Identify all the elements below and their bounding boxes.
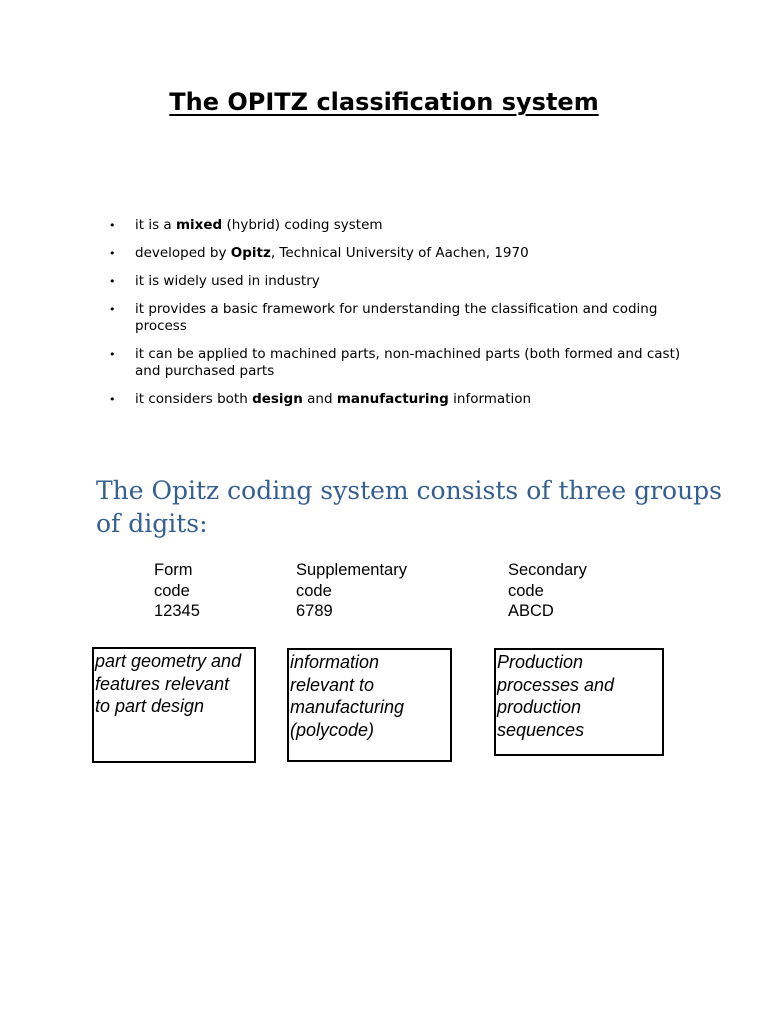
description-line: to part design xyxy=(95,696,205,716)
list-item-text xyxy=(135,273,320,289)
description-line: sequences xyxy=(497,719,585,740)
description-line: information xyxy=(290,652,380,672)
list-item xyxy=(107,301,687,335)
code-label-line: ABCD xyxy=(508,602,554,620)
code-label-line: 6789 xyxy=(296,602,333,620)
list-item-text xyxy=(135,391,531,407)
body-text: developed by xyxy=(135,245,231,261)
list-item xyxy=(107,245,687,262)
supplementary-code-description-box xyxy=(287,648,452,762)
description-line: production xyxy=(497,697,582,717)
body-text: it provides a basic framework for understanding the classification and coding process xyxy=(135,301,658,334)
body-text: it is a xyxy=(135,217,176,233)
list-item-text xyxy=(135,245,529,261)
list-item xyxy=(107,346,687,380)
secondary-code-description-box xyxy=(494,648,664,756)
body-text: , Technical University of Aachen, 1970 xyxy=(270,245,529,261)
coding-system-heading: The Opitz coding system consists of three groups of digits: xyxy=(96,476,723,538)
form-code-description-box xyxy=(92,647,256,763)
feature-list xyxy=(107,217,687,419)
description-line: processes and xyxy=(497,674,615,695)
description-line: relevant to xyxy=(290,674,375,695)
body-text: (hybrid) coding system xyxy=(222,217,383,233)
code-label-line: code xyxy=(154,581,190,600)
supplementary-code-label xyxy=(296,560,407,622)
form-code-label xyxy=(154,560,200,622)
list-item xyxy=(107,273,687,290)
body-text: it can be applied to machined parts, non-machined parts (both formed and cast) and purchased parts xyxy=(135,346,681,379)
code-label-line: Secondary xyxy=(508,561,587,579)
bullet-icon: • xyxy=(109,219,116,232)
description-line: manufacturing xyxy=(290,697,405,717)
bullet-icon: • xyxy=(109,348,116,361)
code-label-line: code xyxy=(296,581,332,600)
bullet-icon: • xyxy=(109,303,116,316)
emphasis-text: design xyxy=(252,391,303,407)
code-label-line: code xyxy=(508,581,544,600)
code-label-line: Form xyxy=(154,561,193,579)
body-text: and xyxy=(302,391,337,407)
page-title: The OPITZ classification system xyxy=(169,88,599,116)
description-line: (polycode) xyxy=(290,719,375,740)
bullet-icon: • xyxy=(109,393,116,406)
description-line: features relevant xyxy=(95,673,230,694)
emphasis-text: mixed xyxy=(175,217,223,233)
bullet-icon: • xyxy=(109,275,116,288)
list-item-text xyxy=(135,217,383,233)
list-item-text xyxy=(135,346,680,379)
code-label-line: Supplementary xyxy=(296,561,407,579)
list-item xyxy=(107,217,687,234)
emphasis-text: manufacturing xyxy=(336,391,449,407)
list-item xyxy=(107,391,687,408)
emphasis-text: Opitz xyxy=(230,245,271,261)
code-label-line: 12345 xyxy=(154,602,200,620)
body-text: information xyxy=(448,391,532,407)
body-text: it is widely used in industry xyxy=(135,273,320,289)
description-line: part geometry and xyxy=(95,651,242,671)
secondary-code-label xyxy=(508,560,587,622)
list-item-text xyxy=(135,301,657,334)
description-line: Production xyxy=(497,652,584,672)
bullet-icon: • xyxy=(109,247,116,260)
body-text: it considers both xyxy=(135,391,253,407)
